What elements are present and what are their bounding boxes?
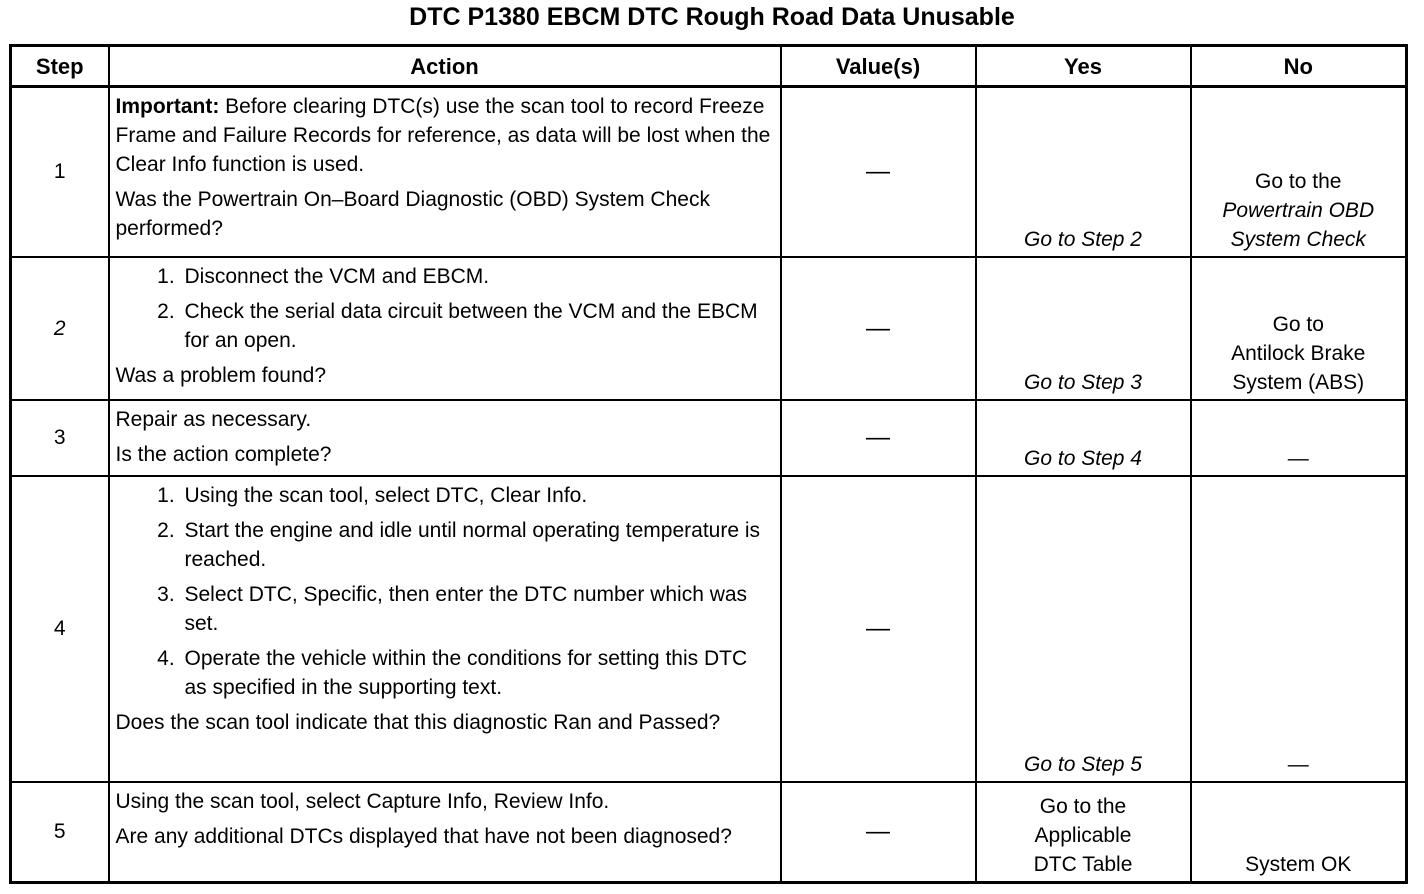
substep-item: 4. Operate the vehicle within the conditions for setting this DTC as specified in the supporting text.	[181, 644, 774, 702]
step-number: 4	[11, 476, 109, 782]
action-text: Using the scan tool, select Capture Info, Review Info.	[115, 789, 610, 813]
important-text: Before clearing DTC(s) use the scan tool to record Freeze Frame and Failure Records for reference, as data will be lost when the Clear Info function is used.	[115, 95, 771, 176]
important-label: Important:	[115, 95, 220, 118]
yes-link[interactable]	[976, 782, 1191, 883]
table-row	[11, 400, 1407, 476]
important-note	[116, 92, 774, 179]
no-link[interactable]	[1191, 257, 1407, 400]
no-link[interactable]	[1191, 87, 1407, 257]
yes-text-line: Go to the	[1039, 795, 1127, 818]
step-number: 2	[11, 257, 109, 400]
substep-list	[116, 481, 774, 702]
action-question: Are any additional DTCs displayed that have not been diagnosed?	[115, 824, 732, 848]
table-row	[11, 257, 1407, 400]
yes-link[interactable]: Go to Step 4	[976, 400, 1191, 476]
no-cell: System OK	[1191, 782, 1407, 883]
yes-link[interactable]: Go to Step 5	[976, 476, 1191, 782]
table-row	[11, 87, 1407, 257]
action-text: Repair as necessary.	[115, 407, 312, 431]
no-cell: —	[1191, 400, 1407, 476]
yes-text-line: Applicable	[1034, 824, 1132, 847]
header-yes: Yes	[976, 46, 1191, 87]
substep-item: 2. Start the engine and idle until normal operating temperature is reached.	[181, 516, 774, 574]
yes-text-line: DTC Table	[1033, 853, 1133, 876]
value-cell: —	[781, 87, 976, 257]
header-step: Step	[11, 46, 109, 87]
table-row	[11, 782, 1407, 883]
header-no: No	[1191, 46, 1407, 87]
action-question: Was the Powertrain On–Board Diagnostic (OBD) System Check performed?	[115, 188, 710, 240]
step-number: 3	[11, 400, 109, 476]
action-cell	[109, 400, 781, 476]
table-header-row	[11, 46, 1407, 87]
header-action: Action	[109, 46, 781, 87]
value-cell: —	[781, 476, 976, 782]
substep-item: 1. Using the scan tool, select DTC, Clear Info.	[181, 481, 774, 510]
substep-item: 2. Check the serial data circuit between the VCM and the EBCM for an open.	[181, 297, 774, 355]
action-question: Is the action complete?	[115, 442, 332, 466]
action-cell	[109, 87, 781, 257]
action-question: Does the scan tool indicate that this diagnostic Ran and Passed?	[115, 710, 721, 734]
action-cell	[109, 476, 781, 782]
yes-link[interactable]: Go to Step 2	[976, 87, 1191, 257]
substep-list	[116, 262, 774, 355]
substep-item: 3. Select DTC, Specific, then enter the DTC number which was set.	[181, 580, 774, 638]
value-cell: —	[781, 400, 976, 476]
action-cell	[109, 257, 781, 400]
no-text-line: System Check	[1230, 227, 1366, 251]
value-cell: —	[781, 782, 976, 883]
page-title: DTC P1380 EBCM DTC Rough Road Data Unusable	[409, 3, 1015, 31]
no-text-line: Go to the	[1255, 169, 1342, 193]
table-row	[11, 476, 1407, 782]
no-text-line: Antilock Brake	[1231, 341, 1366, 365]
no-text-line: Go to	[1272, 312, 1324, 336]
diagnostic-table	[9, 44, 1408, 884]
no-text-line: System (ABS)	[1232, 370, 1365, 394]
yes-link[interactable]: Go to Step 3	[976, 257, 1191, 400]
value-cell: —	[781, 257, 976, 400]
action-question: Was a problem found?	[115, 363, 327, 387]
action-cell	[109, 782, 781, 883]
step-number: 1	[11, 87, 109, 257]
step-number: 5	[11, 782, 109, 883]
header-values: Value(s)	[781, 46, 976, 87]
substep-item: 1. Disconnect the VCM and EBCM.	[181, 262, 774, 291]
no-text-line: Powertrain OBD	[1222, 198, 1375, 222]
no-cell: —	[1191, 476, 1407, 782]
